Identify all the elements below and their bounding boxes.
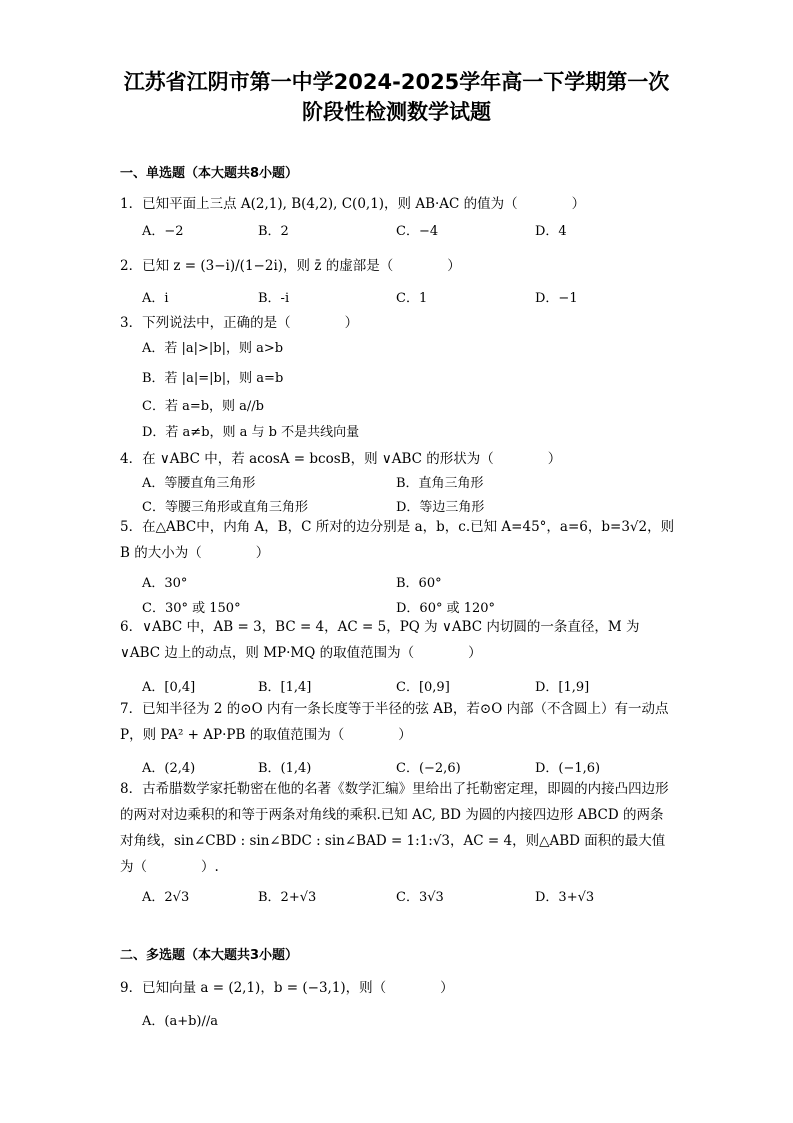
question-8-stem: 8．古希腊数学家托勒密在他的名著《数学汇编》里给出了托勒密定理，即圆的内接凸四边形的两对对边乘积的和等于两条对角线的乘积.已知 AC, BD 为圆的内接四边形 ABCD 的两条对角线，sin∠CBD : sin∠BDC : sin∠BAD = 1:1:√3，AC = 4，则△ABD 面积的最大值为（ ）. [120, 781, 669, 875]
page-title-line1: 江苏省江阴市第一中学2024-2025学年高一下学期第一次 [123, 70, 670, 94]
q8-option-a: A．2√3 [142, 890, 190, 905]
q1-option-b: B．2 [258, 224, 289, 239]
q3-option-c: C．若 a=b，则 a//b [142, 399, 265, 414]
q5-option-c: C．30° 或 150° [142, 601, 241, 616]
question-6-stem: 6．∨ABC 中，AB = 3，BC = 4，AC = 5，PQ 为 ∨ABC 内切圆的一条直径，M 为 ∨ABC 边上的动点，则 MP·MQ 的取值范围为（ ） [120, 619, 640, 661]
q8-option-d: D．3+√3 [535, 890, 595, 905]
question-9-stem: 9．已知向量 a = (2,1)，b = (−3,1)，则（ ） [120, 980, 454, 996]
q7-option-d: D．(−1,6) [535, 761, 601, 776]
q8-option-b: B．2+√3 [258, 890, 317, 905]
q6-option-b: B．[1,4] [258, 680, 312, 695]
q2-option-a: A．i [142, 291, 169, 306]
q1-option-d: D．4 [535, 224, 567, 239]
q1-option-a: A．−2 [142, 224, 184, 239]
q7-option-b: B．(1,4) [258, 761, 312, 776]
question-5-stem: 5．在△ABC中，内角 A，B，C 所对的边分别是 a，b，c.已知 A=45°，a=6，b=3√2，则 B 的大小为（ ） [120, 519, 675, 561]
q2-option-c: C．1 [396, 291, 428, 306]
q7-option-a: A．(2,4) [142, 761, 196, 776]
q4-option-b: B．直角三角形 [396, 476, 484, 491]
question-4-stem: 4．在 ∨ABC 中，若 acosA = bcosB，则 ∨ABC 的形状为（ ） [120, 451, 562, 467]
q5-option-a: A．30° [142, 576, 188, 591]
q4-option-a: A．等腰直角三角形 [142, 476, 256, 491]
q5-option-b: B．60° [396, 576, 442, 591]
q7-option-c: C．(−2,6) [396, 761, 461, 776]
q5-option-d: D．60° 或 120° [396, 601, 496, 616]
section-heading-multiple-choice: 二、多选题（本大题共3小题） [120, 948, 299, 963]
question-2-stem: 2．已知 z = (3−i)/(1−2i)，则 z̄ 的虚部是（ ） [120, 258, 461, 274]
q3-option-a: A．若 |a|>|b|，则 a>b [142, 341, 284, 356]
q3-option-d: D．若 a≠b，则 a 与 b 不是共线向量 [142, 425, 360, 440]
question-1-stem: 1．已知平面上三点 A(2,1), B(4,2), C(0,1)，则 AB·AC 的值为（ ） [120, 196, 586, 212]
q6-option-a: A．[0,4] [142, 680, 196, 695]
page-title-line2: 阶段性检测数学试题 [302, 100, 491, 124]
q6-option-d: D．[1,9] [535, 680, 590, 695]
question-7-stem: 7．已知半径为 2 的⊙O 内有一条长度等于半径的弦 AB，若⊙O 内部（不含圆上）有一动点 P，则 PA² + AP·PB 的取值范围为（ ） [120, 701, 669, 743]
q4-option-c: C．等腰三角形或直角三角形 [142, 500, 308, 515]
q6-option-c: C．[0,9] [396, 680, 450, 695]
q1-option-c: C．−4 [396, 224, 439, 239]
q4-option-d: D．等边三角形 [396, 500, 485, 515]
q3-option-b: B．若 |a|=|b|，则 a=b [142, 371, 284, 386]
question-3-stem: 3．下列说法中，正确的是（ ） [120, 315, 359, 331]
q8-option-c: C．3√3 [396, 890, 444, 905]
q2-option-b: B．-i [258, 291, 290, 306]
q2-option-d: D．−1 [535, 291, 578, 306]
q9-option-a: A．(a+b)//a [142, 1014, 219, 1029]
section-heading-single-choice: 一、单选题（本大题共8小题） [120, 166, 299, 181]
